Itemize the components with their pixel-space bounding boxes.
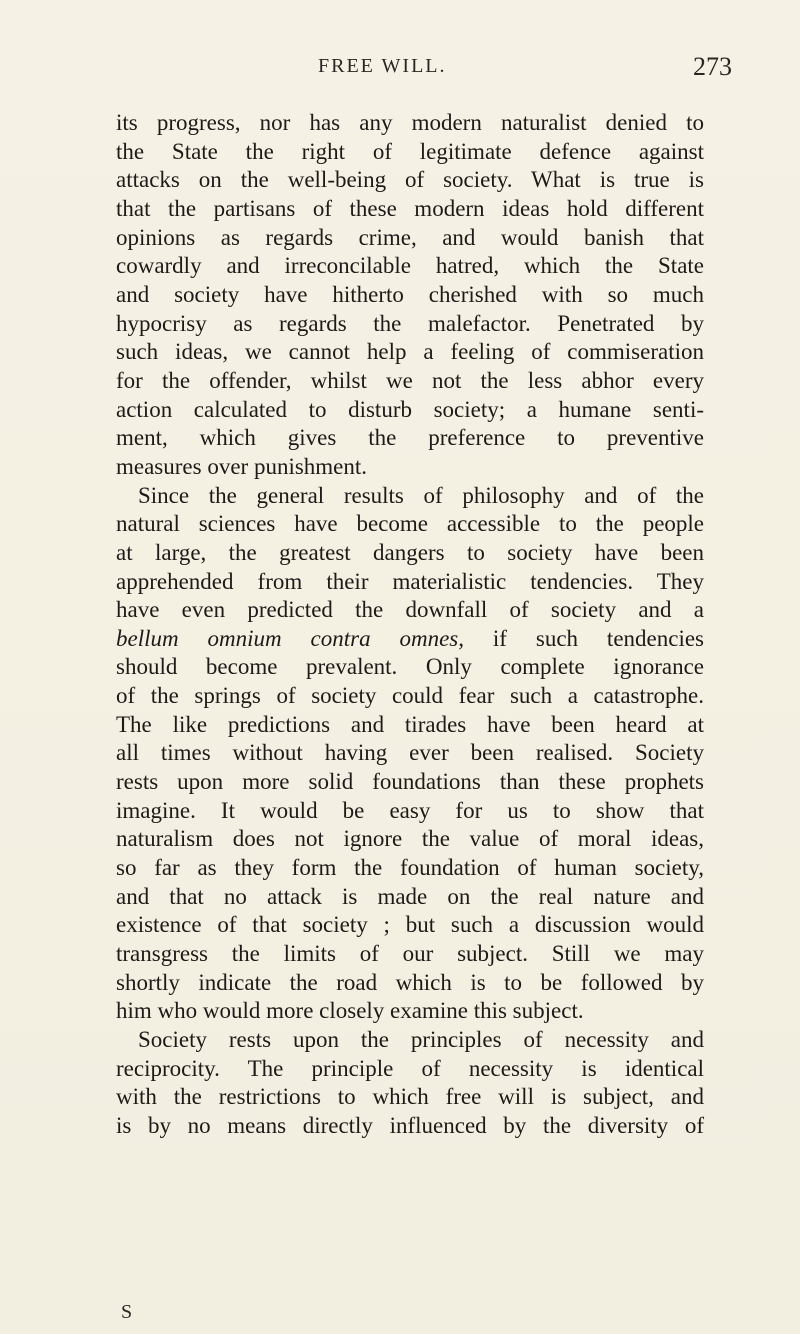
text-line: such ideas, we cannot help a feeling of commiseration xyxy=(116,339,704,365)
text-line: rests upon more solid foundations than these prophets xyxy=(116,769,704,795)
text-line: reciprocity. The principle of necessity is identical xyxy=(116,1055,704,1081)
text-line: attacks on the well-being of society. What is true is xyxy=(116,167,704,193)
text-line: the State the right of legitimate defence against xyxy=(116,138,704,164)
text-line: The like predictions and tirades have been heard at xyxy=(116,711,704,737)
text-line: should become prevalent. Only complete ignorance xyxy=(116,654,704,680)
text-line: and society have hitherto cherished with so much xyxy=(116,281,704,307)
text-line: existence of that society ; but such a discussion would xyxy=(116,912,704,938)
text-line: cowardly and irreconcilable hatred, which the State xyxy=(116,253,704,279)
body-text xyxy=(116,109,704,1141)
text-line: action calculated to disturb society; a humane senti- xyxy=(116,396,704,422)
text-line xyxy=(116,625,704,654)
text-line: natural sciences have become accessible to the people xyxy=(116,511,704,537)
text-line: Since the general results of philosophy and of the xyxy=(138,482,704,508)
text-line: opinions as regards crime, and would banish that xyxy=(116,224,704,250)
text-line: measures over punishment. xyxy=(116,453,368,479)
text-line: for the offender, whilst we not the less abhor every xyxy=(116,367,704,393)
text-line: have even predicted the downfall of society and a xyxy=(116,597,704,623)
text-line: naturalism does not ignore the value of moral ideas, xyxy=(116,826,704,852)
text-line: of the springs of society could fear such a catastrophe. xyxy=(116,683,704,709)
text-line: shortly indicate the road which is to be followed by xyxy=(116,969,704,995)
text-line: transgress the limits of our subject. Still we may xyxy=(116,941,704,967)
text-line: hypocrisy as regards the malefactor. Penetrated by xyxy=(116,310,704,336)
text-line: imagine. It would be easy for us to show that xyxy=(116,797,704,823)
text-line: ment, which gives the preference to preventive xyxy=(116,425,704,451)
text-line: all times without having ever been realised. Society xyxy=(116,740,704,766)
text-line-rest: if such tendencies xyxy=(464,625,704,651)
text-line: that the partisans of these modern ideas hold different xyxy=(116,195,704,221)
text-line: its progress, nor has any modern naturalist denied to xyxy=(116,110,704,135)
text-line: with the restrictions to which free will is subject, and xyxy=(116,1084,704,1110)
text-line: is by no means directly influenced by the diversity of xyxy=(116,1112,704,1138)
running-title: FREE WILL. xyxy=(318,55,447,77)
text-line: him who would more closely examine this subject. xyxy=(116,998,584,1024)
signature-mark: S xyxy=(121,1301,133,1323)
text-line: apprehended from their materialistic tendencies. They xyxy=(116,568,704,594)
text-line: and that no attack is made on the real nature and xyxy=(116,883,704,909)
text-line: at large, the greatest dangers to society have been xyxy=(116,539,704,565)
page-number: 273 xyxy=(693,52,732,81)
text-line: so far as they form the foundation of human society, xyxy=(116,855,704,881)
text-line: Society rests upon the principles of necessity and xyxy=(138,1027,704,1052)
latin-phrase: bellum omnium contra omnes, xyxy=(116,625,464,651)
